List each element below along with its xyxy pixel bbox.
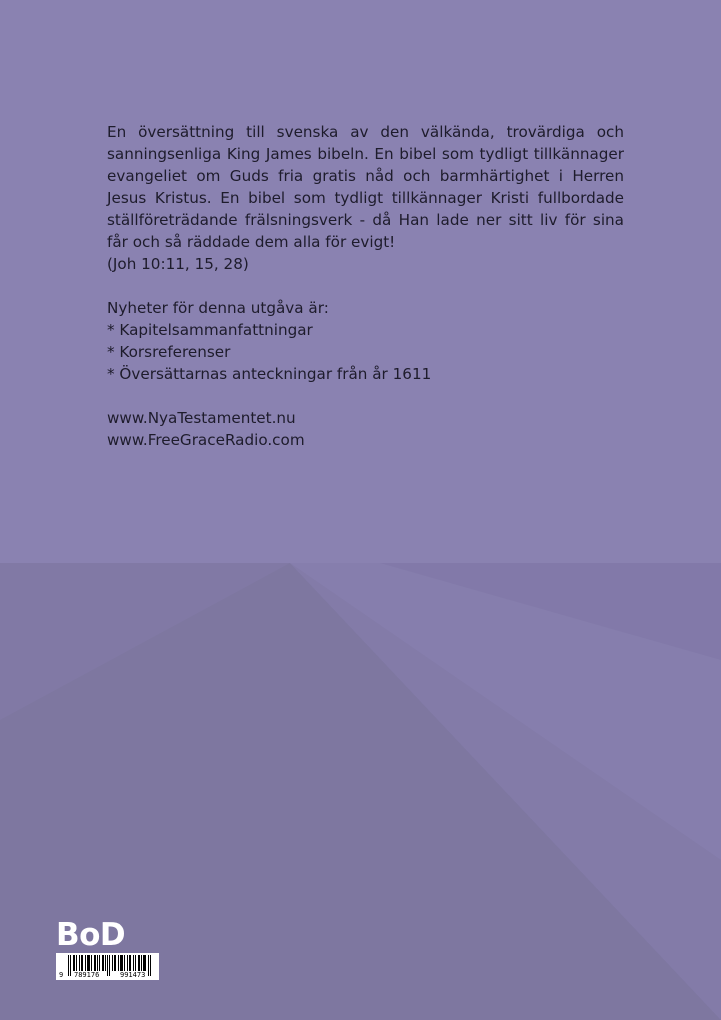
news-item: * Kapitelsammanfattningar [107,321,313,339]
isbn-group-2: 991473 [120,971,146,979]
website-link[interactable]: www.NyaTestamentet.nu [107,409,296,427]
isbn-barcode [56,953,159,980]
website-link[interactable]: www.FreeGraceRadio.com [107,431,305,449]
back-cover-text [107,121,624,451]
news-item: * Översättarnas anteckningar från år 1611 [107,365,432,383]
spacer [107,275,624,297]
publisher-logo: BoD [56,917,126,953]
scripture-reference: (Joh 10:11, 15, 28) [107,255,249,273]
spacer [107,385,624,407]
isbn-group-1: 789176 [74,971,100,979]
description-paragraph: En översättning till svenska av den välkända, trovärdiga och sanningsenliga King James bibeln. En bibel som tydligt tillkännager evangeliet om Guds fria gratis nåd och barmhärtighet i Herren Jesus Kristus. En bibel som tydligt tillkännager Kristi fullbordade ställföreträdande frälsningsverk - då Han lade ner sitt liv för sina får och så räddade dem alla för evigt! [107,123,624,251]
isbn-prefix: 9 [59,971,64,979]
news-heading: Nyheter för denna utgåva är: [107,299,329,317]
news-item: * Korsreferenser [107,343,231,361]
